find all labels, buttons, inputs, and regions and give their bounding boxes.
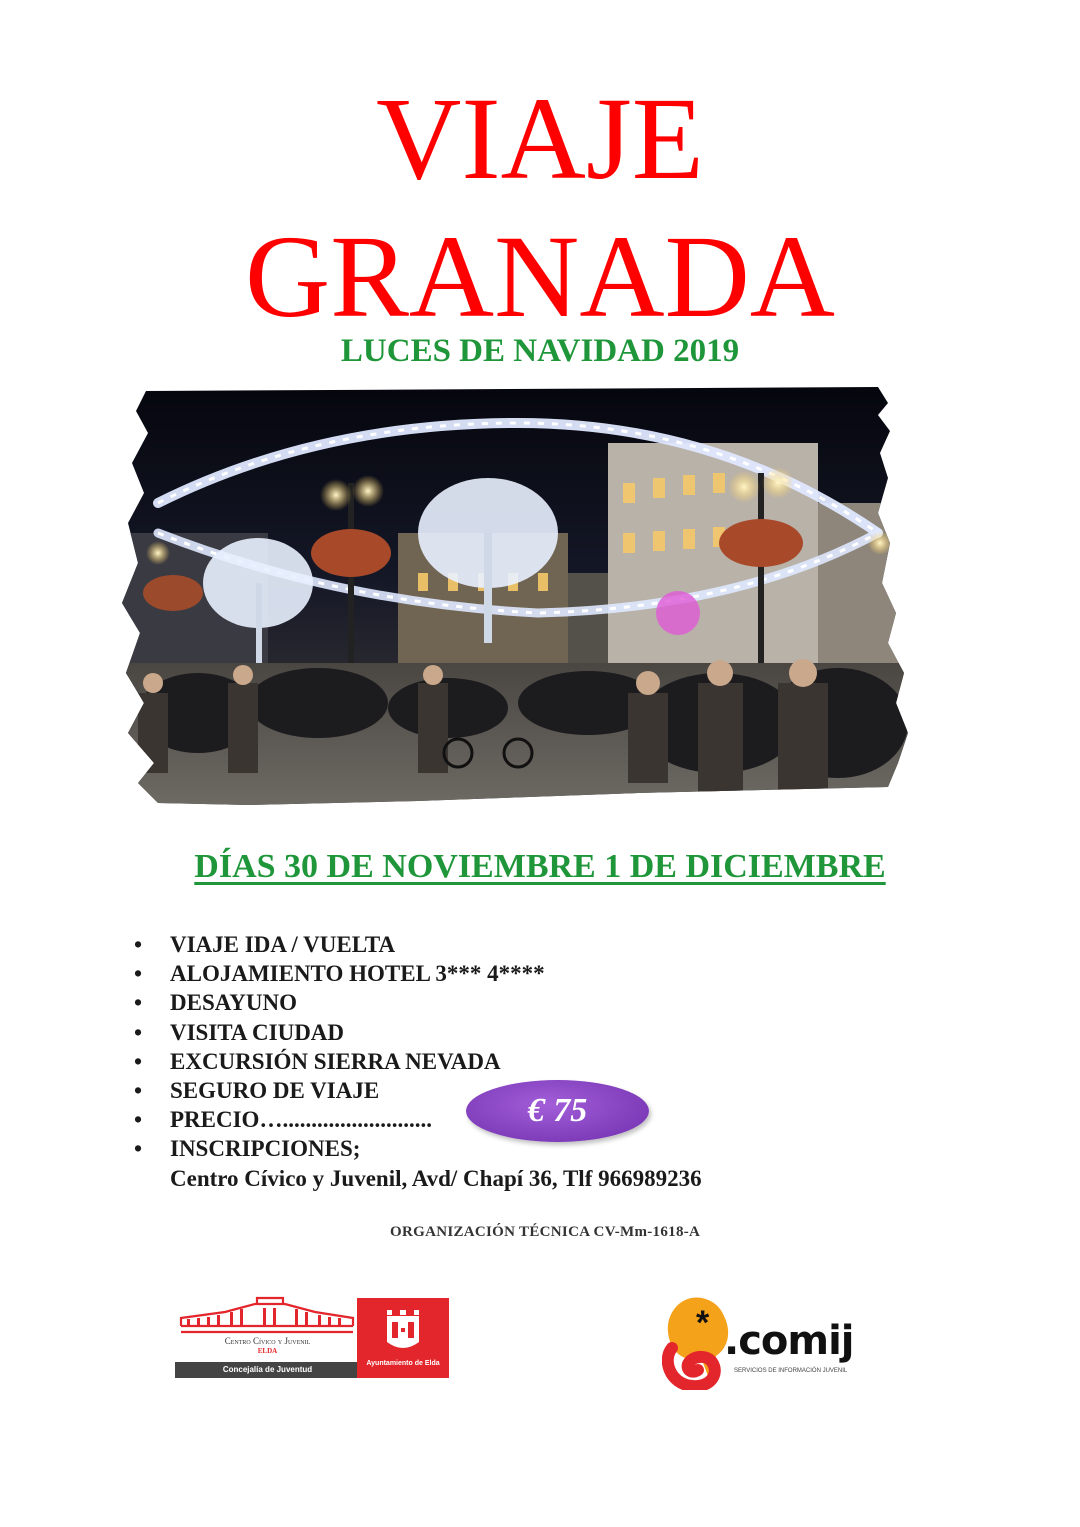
list-item: • EXCURSIÓN SIERRA NEVADA [130, 1047, 545, 1076]
list-item: • INSCRIPCIONES; [130, 1134, 545, 1163]
centro-civico-logo [175, 1296, 360, 1378]
ayuntamiento-name: Ayuntamiento de Elda [366, 1360, 440, 1367]
centro-dept: Concejalía de Juventud [175, 1362, 360, 1378]
comij-logo [662, 1290, 862, 1390]
title-line-1: VIAJE [376, 73, 704, 204]
trip-dates: DÍAS 30 DE NOVIEMBRE 1 DE DICIEMBRE [194, 848, 886, 885]
list-item: • DESAYUNO [130, 988, 545, 1017]
list-item: • VIAJE IDA / VUELTA [130, 930, 545, 959]
ayuntamiento-elda-logo [357, 1298, 449, 1378]
subtitle: LUCES DE NAVIDAD 2019 [340, 333, 740, 369]
registration-address: Centro Cívico y Juvenil, Avd/ Chapí 36, Tlf 966989236 [170, 1166, 702, 1191]
svg-text:*: * [696, 1304, 710, 1342]
list-item: • ALOJAMIENTO HOTEL 3*** 4**** [130, 959, 545, 988]
comij-name: .comij [724, 1318, 854, 1364]
centro-city: ELDA [257, 1347, 278, 1355]
list-item: • VISITA CIUDAD [130, 1018, 545, 1047]
christmas-lights-photo [118, 383, 910, 808]
centro-name: Centro Cívico y Juvenil [224, 1336, 311, 1346]
list-item: • SEGURO DE VIAJE [130, 1076, 545, 1105]
list-item: • PRECIO….......................... [130, 1105, 545, 1134]
comij-tagline: SERVICIOS DE INFORMACIÓN JUVENIL [734, 1368, 848, 1374]
title-line-2: GRANADA [245, 211, 835, 342]
price-badge: € 75 [466, 1080, 649, 1142]
organization-note: ORGANIZACIÓN TÉCNICA CV-Mm-1618-A [390, 1224, 701, 1240]
